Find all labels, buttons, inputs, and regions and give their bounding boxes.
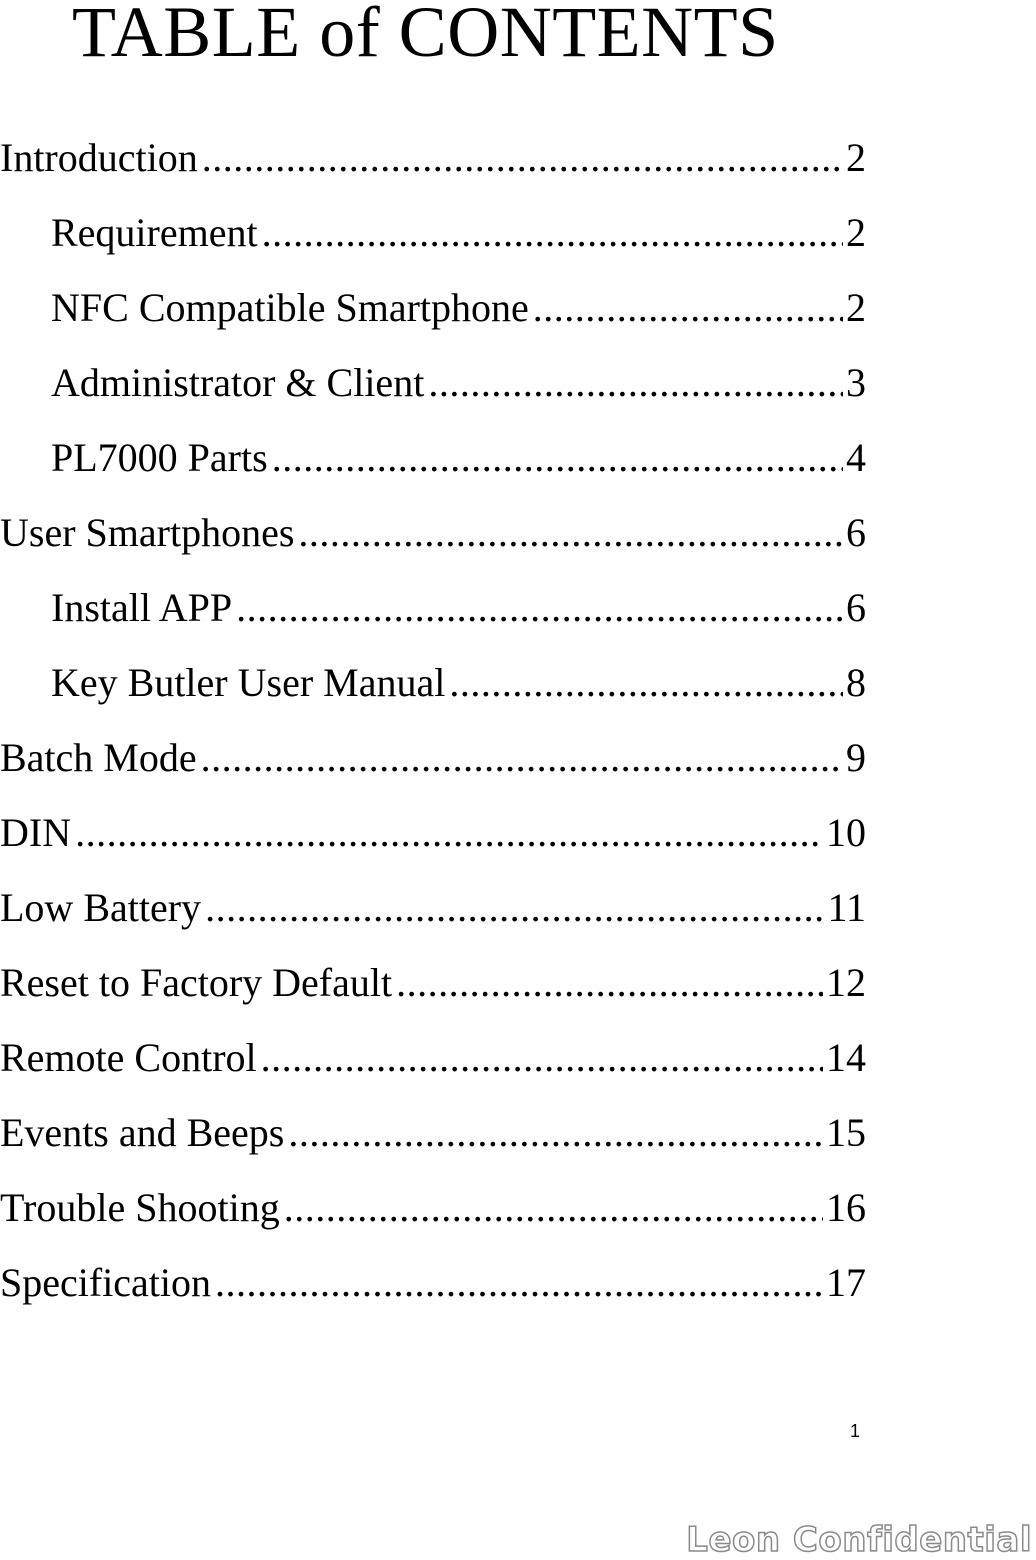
toc-entry-title: NFC Compatible Smartphone	[51, 285, 529, 330]
toc-dot-leader	[205, 870, 824, 945]
toc-dot-leader	[236, 570, 843, 645]
toc-dot-leader	[201, 720, 843, 795]
toc-entry-reset-to-factory-default[interactable]	[0, 945, 866, 1020]
toc-dot-leader	[215, 1245, 823, 1320]
toc-entry-page: 16	[826, 1185, 866, 1230]
toc-entry-page: 2	[846, 285, 866, 330]
toc-entry-pl7000-parts[interactable]	[0, 420, 866, 495]
toc-entry-title: PL7000 Parts	[51, 435, 268, 480]
toc-entry-title: Batch Mode	[0, 735, 197, 780]
toc-dot-leader	[75, 795, 823, 870]
toc-entry-trouble-shooting[interactable]	[0, 1170, 866, 1245]
toc-entry-page: 15	[826, 1110, 866, 1155]
toc-entry-title: Install APP	[51, 585, 233, 630]
toc-entry-specification[interactable]	[0, 1245, 866, 1320]
toc-entry-page: 9	[846, 735, 866, 780]
toc-entry-page: 11	[827, 885, 866, 930]
toc-entry-page: 6	[846, 585, 866, 630]
toc-entry-install-app[interactable]	[0, 570, 866, 645]
page-number: 1	[850, 1421, 861, 1441]
toc-entry-title: Requirement	[51, 210, 258, 255]
toc-entry-title: Key Butler User Manual	[51, 660, 446, 705]
toc-entry-page: 8	[846, 660, 866, 705]
toc-entry-requirement[interactable]	[0, 195, 866, 270]
toc-dot-leader	[288, 1095, 823, 1170]
toc-entry-remote-control[interactable]	[0, 1020, 866, 1095]
toc-entry-page: 2	[846, 210, 866, 255]
toc-dot-leader	[202, 120, 843, 195]
toc-entry-page: 17	[826, 1260, 866, 1305]
toc-dot-leader	[284, 1170, 823, 1245]
toc-dot-leader	[261, 1020, 823, 1095]
toc-dot-leader	[298, 495, 843, 570]
toc-entry-title: Trouble Shooting	[0, 1185, 280, 1230]
toc-entry-low-battery[interactable]	[0, 870, 866, 945]
toc-entry-page: 4	[846, 435, 866, 480]
toc-entry-title: Events and Beeps	[0, 1110, 285, 1155]
toc-entry-title: Specification	[0, 1260, 212, 1305]
toc-entry-page: 10	[826, 810, 866, 855]
toc-entry-nfc-compatible-smartphone[interactable]	[0, 270, 866, 345]
toc-entry-din[interactable]	[0, 795, 866, 870]
toc-entry-title: Introduction	[0, 135, 198, 180]
toc-entry-page: 14	[826, 1035, 866, 1080]
toc-entry-page: 12	[826, 960, 866, 1005]
toc-entry-title: DIN	[0, 810, 72, 855]
toc-entry-batch-mode[interactable]	[0, 720, 866, 795]
toc-dot-leader	[428, 345, 843, 420]
toc-dot-leader	[396, 945, 823, 1020]
toc-entry-title: User Smartphones	[0, 510, 295, 555]
toc-entry-title: Reset to Factory Default	[0, 960, 393, 1005]
toc-entry-administrator-client[interactable]	[0, 345, 866, 420]
table-of-contents	[0, 120, 866, 1320]
toc-entry-page: 2	[846, 135, 866, 180]
toc-entry-title: Remote Control	[0, 1035, 257, 1080]
toc-entry-introduction[interactable]	[0, 120, 866, 195]
page-title: TABLE of CONTENTS	[72, 0, 779, 72]
toc-dot-leader	[262, 195, 843, 270]
toc-entry-title: Low Battery	[0, 885, 202, 930]
toc-dot-leader	[449, 645, 843, 720]
toc-entry-page: 6	[846, 510, 866, 555]
toc-dot-leader	[272, 420, 843, 495]
toc-entry-page: 3	[846, 360, 866, 405]
toc-entry-key-butler-user-manual[interactable]	[0, 645, 866, 720]
toc-entry-user-smartphones[interactable]	[0, 495, 866, 570]
toc-dot-leader	[533, 270, 843, 345]
confidential-watermark: Leon Confidential	[686, 1520, 1032, 1560]
toc-entry-title: Administrator & Client	[51, 360, 425, 405]
toc-entry-events-and-beeps[interactable]	[0, 1095, 866, 1170]
